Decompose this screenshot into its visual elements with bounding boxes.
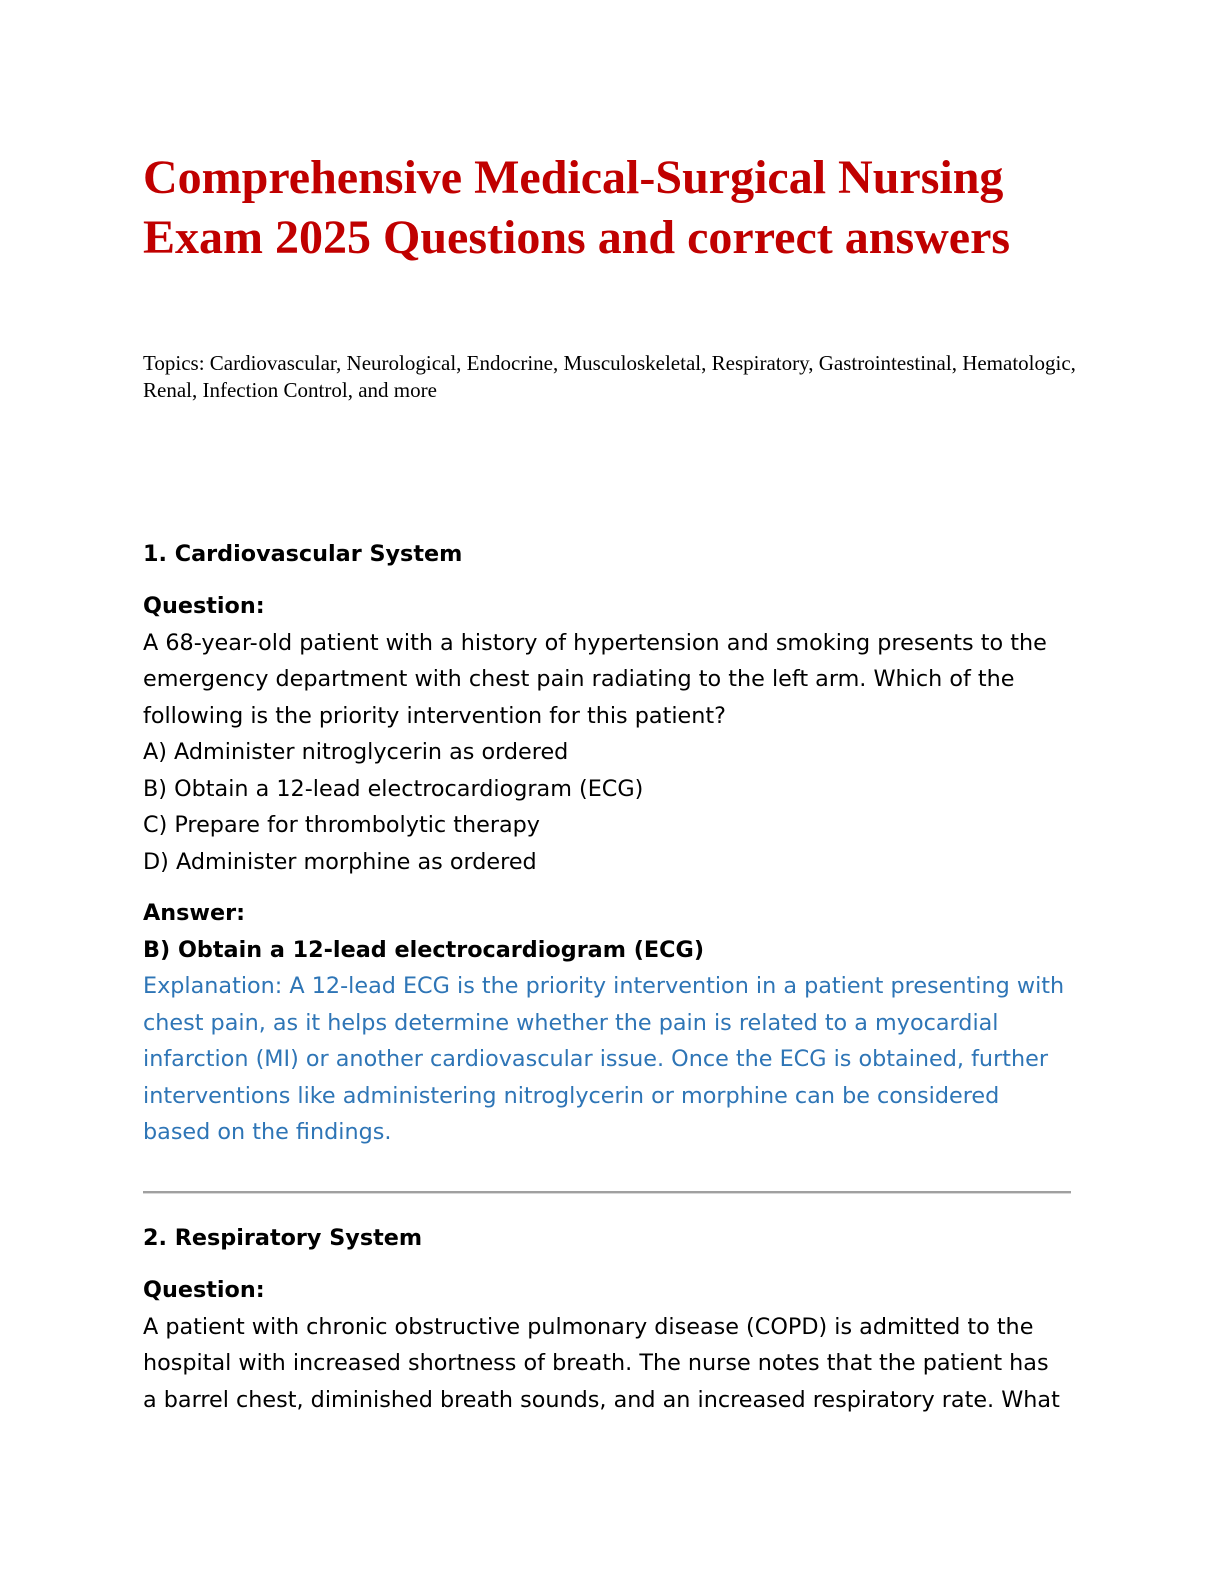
section-cardiovascular	[143, 536, 1083, 573]
answer-label: Answer:	[143, 900, 246, 926]
explanation-line: based on the findings.	[143, 1119, 392, 1145]
section-respiratory	[143, 1220, 1083, 1257]
section-divider	[143, 1191, 1071, 1194]
explanation-line: Explanation: A 12-lead ECG is the priority intervention in a patient presenting with	[143, 973, 1065, 999]
correct-answer: B) Obtain a 12-lead electrocardiogram (ECG)	[143, 936, 705, 963]
answer-option-a: A) Administer nitroglycerin as ordered	[143, 739, 569, 765]
question-label: Question:	[143, 593, 265, 619]
section-heading: 1. Cardiovascular System	[143, 541, 463, 567]
question-text-line: emergency department with chest pain radiating to the left arm. Which of the	[143, 666, 1015, 692]
question-block	[143, 1272, 1083, 1418]
answer-option-c: C) Prepare for thrombolytic therapy	[143, 812, 540, 838]
answer-block	[143, 895, 1083, 1151]
question-text-line: A patient with chronic obstructive pulmonary disease (COPD) is admitted to the	[143, 1313, 1034, 1340]
question-label: Question:	[143, 1277, 265, 1303]
question-block	[143, 588, 1083, 880]
document-title: Comprehensive Medical-Surgical Nursing Exam 2025 Questions and correct answers	[143, 151, 1011, 264]
question-text-line: a barrel chest, diminished breath sounds, and an increased respiratory rate. What	[143, 1386, 1060, 1413]
question-text-line: following is the priority intervention for this patient?	[143, 702, 726, 729]
answer-option-b: B) Obtain a 12-lead electrocardiogram (ECG)	[143, 775, 644, 802]
topics-line: Topics: Cardiovascular, Neurological, Endocrine, Musculoskeletal, Respiratory, Gastrointestinal, Hematologic, Renal, Infection Control, and more	[143, 351, 1076, 402]
section-heading: 2. Respiratory System	[143, 1225, 423, 1251]
answer-option-d: D) Administer morphine as ordered	[143, 848, 537, 875]
question-text-line: hospital with increased shortness of breath. The nurse notes that the patient has	[143, 1350, 1049, 1376]
question-text-line: A 68-year-old patient with a history of hypertension and smoking presents to the	[143, 629, 1047, 656]
explanation-line: infarction (MI) or another cardiovascular issue. Once the ECG is obtained, further	[143, 1046, 1048, 1072]
explanation-line: interventions like administering nitroglycerin or morphine can be considered	[143, 1082, 1000, 1109]
explanation-line: chest pain, as it helps determine whether the pain is related to a myocardial	[143, 1009, 999, 1036]
